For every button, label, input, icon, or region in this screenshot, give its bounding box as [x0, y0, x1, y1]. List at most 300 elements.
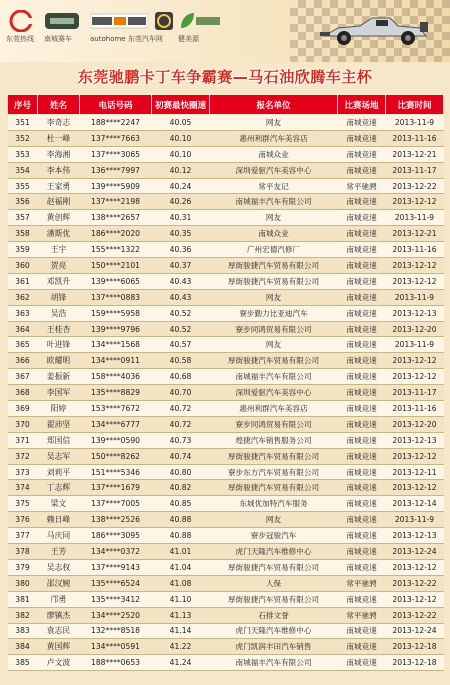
- cell-date: 2013-12-13: [386, 432, 444, 448]
- cell-name: 李海湘: [38, 146, 80, 162]
- cell-phone: 137****9143: [80, 559, 152, 575]
- cell-venue: 南城竞速: [338, 321, 386, 337]
- cell-team: 深圳爱驱汽车美容中心: [210, 385, 338, 401]
- cell-team: 厚街骏捷汽车贸易有限公司: [210, 559, 338, 575]
- table-row: [8, 130, 444, 146]
- cell-fastest-lap: 40.05: [152, 115, 210, 131]
- cell-date: 2013-12-12: [386, 591, 444, 607]
- cell-venue: 南城竞速: [338, 115, 386, 131]
- cell-phone: 138****2657: [80, 210, 152, 226]
- table-row: [8, 591, 444, 607]
- cell-number: 378: [8, 544, 38, 560]
- cell-phone: 134****1568: [80, 337, 152, 353]
- cell-date: 2013-11-16: [386, 242, 444, 258]
- cell-phone: 132****8518: [80, 623, 152, 639]
- cell-fastest-lap: 40.74: [152, 448, 210, 464]
- cell-venue: 南城竞速: [338, 226, 386, 242]
- cell-team: 人保: [210, 575, 338, 591]
- table-row: [8, 480, 444, 496]
- cell-name: 王家勇: [38, 178, 80, 194]
- cell-name: 贺亮: [38, 258, 80, 274]
- cell-phone: 135****6524: [80, 575, 152, 591]
- table-row: [8, 210, 444, 226]
- cell-team: 网友: [210, 210, 338, 226]
- cell-venue: 南城竞速: [338, 448, 386, 464]
- cell-date: 2013-11-17: [386, 385, 444, 401]
- cell-fastest-lap: 41.10: [152, 591, 210, 607]
- table-row: [8, 464, 444, 480]
- cell-phone: 135****3412: [80, 591, 152, 607]
- cell-number: 351: [8, 115, 38, 131]
- cell-name: 李本伟: [38, 162, 80, 178]
- cell-date: 2013-11-9: [386, 210, 444, 226]
- cell-date: 2013-11-9: [386, 337, 444, 353]
- cell-number: 355: [8, 178, 38, 194]
- cell-date: 2013-12-12: [386, 353, 444, 369]
- cell-venue: 南城竞速: [338, 305, 386, 321]
- cell-team: 石排文誉: [210, 607, 338, 623]
- results-table: [7, 94, 444, 671]
- racing-logo-icon: [44, 10, 80, 32]
- cell-name: 邵汉婉: [38, 575, 80, 591]
- cell-number: 373: [8, 464, 38, 480]
- cell-number: 365: [8, 337, 38, 353]
- cell-phone: 186****2020: [80, 226, 152, 242]
- cell-date: 2013-12-21: [386, 146, 444, 162]
- cell-number: 363: [8, 305, 38, 321]
- cell-fastest-lap: 41.22: [152, 639, 210, 655]
- cell-venue: 南城竞速: [338, 559, 386, 575]
- cell-fastest-lap: 40.36: [152, 242, 210, 258]
- table-row: [8, 353, 444, 369]
- cell-fastest-lap: 40.52: [152, 305, 210, 321]
- cell-fastest-lap: 40.72: [152, 401, 210, 417]
- cell-venue: 南城竞速: [338, 544, 386, 560]
- cell-date: 2013-12-12: [386, 258, 444, 274]
- table-row: [8, 401, 444, 417]
- cell-fastest-lap: 40.73: [152, 432, 210, 448]
- cell-team: 南城福丰汽车有限公司: [210, 194, 338, 210]
- cell-name: 王芳: [38, 544, 80, 560]
- cell-name: 胡锋: [38, 289, 80, 305]
- cell-phone: 188****2247: [80, 115, 152, 131]
- cell-number: 366: [8, 353, 38, 369]
- cell-name: 姜振新: [38, 369, 80, 385]
- cell-venue: 常平驰骋: [338, 575, 386, 591]
- cell-team: 惠州利群汽车美容店: [210, 130, 338, 146]
- table-row: [8, 146, 444, 162]
- cell-venue: 南城竞速: [338, 210, 386, 226]
- cell-number: 359: [8, 242, 38, 258]
- cell-date: 2013-11-9: [386, 115, 444, 131]
- cell-venue: 南城竞速: [338, 162, 386, 178]
- cell-phone: 134****6777: [80, 416, 152, 432]
- cell-fastest-lap: 40.37: [152, 258, 210, 274]
- cell-name: 邝勇: [38, 591, 80, 607]
- cell-date: 2013-12-20: [386, 321, 444, 337]
- cell-date: 2013-12-24: [386, 544, 444, 560]
- cell-number: 367: [8, 369, 38, 385]
- table-row: [8, 162, 444, 178]
- cell-number: 376: [8, 512, 38, 528]
- cell-name: 李国军: [38, 385, 80, 401]
- cell-date: 2013-12-14: [386, 496, 444, 512]
- cell-phone: 135****8829: [80, 385, 152, 401]
- es-logo-icon: [154, 10, 174, 32]
- cell-name: 吴志权: [38, 559, 80, 575]
- page-title-banner: [0, 62, 450, 90]
- cell-team: 东城优加特汽车服务: [210, 496, 338, 512]
- table-row: [8, 289, 444, 305]
- cell-venue: 南城竞速: [338, 639, 386, 655]
- cell-venue: 南城竞速: [338, 512, 386, 528]
- table-row: [8, 559, 444, 575]
- cell-name: 吴浩: [38, 305, 80, 321]
- cell-team: 厚街骏捷汽车贸易有限公司: [210, 273, 338, 289]
- table-row: [8, 575, 444, 591]
- cell-venue: 南城竞速: [338, 385, 386, 401]
- cell-number: 358: [8, 226, 38, 242]
- cell-name: 黄创辉: [38, 210, 80, 226]
- cell-name: 梁文: [38, 496, 80, 512]
- cell-team: 惠州利群汽车美容店: [210, 401, 338, 417]
- cell-name: 黄国辉: [38, 639, 80, 655]
- cell-name: 赖日峰: [38, 512, 80, 528]
- cell-venue: 南城竞速: [338, 146, 386, 162]
- cell-phone: 137****1679: [80, 480, 152, 496]
- cell-number: 380: [8, 575, 38, 591]
- cell-phone: 150****8262: [80, 448, 152, 464]
- table-row: [8, 305, 444, 321]
- table-row: [8, 369, 444, 385]
- table-row: [8, 655, 444, 671]
- cell-team: 厚街骏捷汽车贸易有限公司: [210, 591, 338, 607]
- cell-team: 南城福丰汽车有限公司: [210, 369, 338, 385]
- logo-es: [154, 10, 174, 42]
- cell-phone: 137****3065: [80, 146, 152, 162]
- cell-name: 刘莉平: [38, 464, 80, 480]
- logo-nancheng-racing: [44, 10, 82, 42]
- table-row: [8, 432, 444, 448]
- cell-venue: 南城竞速: [338, 337, 386, 353]
- cell-phone: 153****7672: [80, 401, 152, 417]
- cell-number: 352: [8, 130, 38, 146]
- cell-date: 2013-12-22: [386, 607, 444, 623]
- cell-phone: 138****2526: [80, 512, 152, 528]
- cell-phone: 137****7663: [80, 130, 152, 146]
- cell-name: 丁志辉: [38, 480, 80, 496]
- cell-venue: 南城竞速: [338, 194, 386, 210]
- cell-venue: 南城竞速: [338, 258, 386, 274]
- cell-phone: 139****9796: [80, 321, 152, 337]
- cell-name: 翟沛坚: [38, 416, 80, 432]
- cell-fastest-lap: 40.85: [152, 496, 210, 512]
- sponsor-logo-bar: [0, 0, 450, 62]
- cell-name: 马庆同: [38, 528, 80, 544]
- cell-number: 375: [8, 496, 38, 512]
- cell-date: 2013-12-12: [386, 194, 444, 210]
- cell-date: 2013-12-21: [386, 226, 444, 242]
- cell-venue: 南城竞速: [338, 289, 386, 305]
- table-row: [8, 512, 444, 528]
- column-header-team: 报名单位: [210, 95, 338, 115]
- logo-dongguan-hotline: [6, 10, 38, 42]
- cell-team: 南城福丰汽车有限公司: [210, 655, 338, 671]
- cell-venue: 南城竞速: [338, 130, 386, 146]
- cell-date: 2013-12-13: [386, 528, 444, 544]
- cell-phone: 134****0911: [80, 353, 152, 369]
- cell-date: 2013-12-24: [386, 623, 444, 639]
- table-row: [8, 242, 444, 258]
- table-row: [8, 639, 444, 655]
- cell-phone: 188****0653: [80, 655, 152, 671]
- cell-phone: 139****5909: [80, 178, 152, 194]
- cell-phone: 137****7005: [80, 496, 152, 512]
- cell-phone: 137****0883: [80, 289, 152, 305]
- cell-venue: 南城竞速: [338, 242, 386, 258]
- cell-name: 王宇: [38, 242, 80, 258]
- cell-fastest-lap: 40.43: [152, 273, 210, 289]
- cell-name: 王桂杏: [38, 321, 80, 337]
- dongguan-hotline-logo-icon: [6, 10, 36, 32]
- cell-team: 虎门凯润丰田汽车销售: [210, 639, 338, 655]
- table-row: [8, 194, 444, 210]
- leaf-logo-icon: [178, 10, 222, 32]
- cell-name: 廖镇杰: [38, 607, 80, 623]
- cell-team: 虎门天隆汽车维修中心: [210, 544, 338, 560]
- cell-name: 邓凯升: [38, 273, 80, 289]
- cell-fastest-lap: 40.24: [152, 178, 210, 194]
- cell-venue: 南城竞速: [338, 416, 386, 432]
- logo-caption: 健美源: [178, 35, 199, 43]
- cell-phone: 136****7997: [80, 162, 152, 178]
- cell-team: 寮步冠骏汽车: [210, 528, 338, 544]
- cell-phone: 150****2101: [80, 258, 152, 274]
- cell-date: 2013-12-20: [386, 416, 444, 432]
- cell-fastest-lap: 40.72: [152, 416, 210, 432]
- cell-number: 369: [8, 401, 38, 417]
- cell-name: 卢文波: [38, 655, 80, 671]
- cell-fastest-lap: 41.01: [152, 544, 210, 560]
- cell-team: 网友: [210, 115, 338, 131]
- racing-car-icon: [320, 10, 430, 46]
- cell-team: 寮步勤力比亚迪汽车: [210, 305, 338, 321]
- cell-fastest-lap: 40.10: [152, 130, 210, 146]
- cell-phone: 134****0372: [80, 544, 152, 560]
- cell-venue: 南城竞速: [338, 655, 386, 671]
- cell-fastest-lap: 40.70: [152, 385, 210, 401]
- cell-phone: 139****0590: [80, 432, 152, 448]
- cell-venue: 南城竞速: [338, 496, 386, 512]
- cell-name: 叶进锋: [38, 337, 80, 353]
- cell-fastest-lap: 40.80: [152, 464, 210, 480]
- cell-name: 赵福刚: [38, 194, 80, 210]
- cell-number: 372: [8, 448, 38, 464]
- cell-team: 网友: [210, 512, 338, 528]
- cell-team: 南城众业: [210, 226, 338, 242]
- cell-venue: 南城竞速: [338, 401, 386, 417]
- column-header-name: 姓名: [38, 95, 80, 115]
- table-row: [8, 321, 444, 337]
- cell-venue: 南城竞速: [338, 464, 386, 480]
- cell-phone: 137****2198: [80, 194, 152, 210]
- cell-team: 寮步东方汽车贸易有限公司: [210, 464, 338, 480]
- table-row: [8, 337, 444, 353]
- table-row: [8, 607, 444, 623]
- column-header-venue: 比赛场地: [338, 95, 386, 115]
- table-row: [8, 115, 444, 131]
- cell-fastest-lap: 40.58: [152, 353, 210, 369]
- table-row: [8, 448, 444, 464]
- cell-venue: 南城竞速: [338, 273, 386, 289]
- cell-venue: 南城竞速: [338, 353, 386, 369]
- cell-team: 寮步同鸿贸易有限公司: [210, 321, 338, 337]
- cell-date: 2013-12-22: [386, 178, 444, 194]
- cell-phone: 134****2520: [80, 607, 152, 623]
- cell-fastest-lap: 41.08: [152, 575, 210, 591]
- cell-venue: 南城竞速: [338, 591, 386, 607]
- table-row: [8, 416, 444, 432]
- logo-caption: autohome 东莞汽车网: [90, 35, 163, 43]
- logo-caption: 南城赛车: [44, 35, 72, 43]
- cell-number: 383: [8, 623, 38, 639]
- cell-date: 2013-12-12: [386, 273, 444, 289]
- cell-fastest-lap: 41.04: [152, 559, 210, 575]
- cell-number: 364: [8, 321, 38, 337]
- cell-fastest-lap: 40.68: [152, 369, 210, 385]
- cell-date: 2013-12-12: [386, 480, 444, 496]
- cell-team: 网友: [210, 337, 338, 353]
- cell-fastest-lap: 40.26: [152, 194, 210, 210]
- cell-team: 寮步同鸿贸易有限公司: [210, 416, 338, 432]
- cell-fastest-lap: 40.52: [152, 321, 210, 337]
- cell-fastest-lap: 41.14: [152, 623, 210, 639]
- table-row: [8, 528, 444, 544]
- column-header-fastest-lap: 初赛最快圈速: [152, 95, 210, 115]
- cell-date: 2013-11-9: [386, 512, 444, 528]
- table-row: [8, 623, 444, 639]
- cell-number: 354: [8, 162, 38, 178]
- cell-date: 2013-12-11: [386, 464, 444, 480]
- table-row: [8, 258, 444, 274]
- cell-number: 362: [8, 289, 38, 305]
- table-header-row: [8, 95, 444, 115]
- cell-fastest-lap: 40.57: [152, 337, 210, 353]
- cell-venue: 南城竞速: [338, 623, 386, 639]
- cell-fastest-lap: 41.13: [152, 607, 210, 623]
- cell-fastest-lap: 40.31: [152, 210, 210, 226]
- cell-fastest-lap: 40.43: [152, 289, 210, 305]
- cell-team: 厚街骏捷汽车贸易有限公司: [210, 353, 338, 369]
- cell-name: 吴志军: [38, 448, 80, 464]
- column-header-phone: 电话号码: [80, 95, 152, 115]
- cell-number: 385: [8, 655, 38, 671]
- cell-phone: 186****3095: [80, 528, 152, 544]
- logo-caption: 东莞热线: [6, 35, 34, 43]
- cell-name: 潘斯优: [38, 226, 80, 242]
- cell-date: 2013-12-18: [386, 639, 444, 655]
- cell-fastest-lap: 40.82: [152, 480, 210, 496]
- cell-fastest-lap: 40.35: [152, 226, 210, 242]
- cell-number: 382: [8, 607, 38, 623]
- cell-phone: 159****5958: [80, 305, 152, 321]
- table-row: [8, 226, 444, 242]
- cell-fastest-lap: 40.12: [152, 162, 210, 178]
- cell-team: 厚街骏捷汽车贸易有限公司: [210, 448, 338, 464]
- cell-team: 厚街骏捷汽车贸易有限公司: [210, 258, 338, 274]
- cell-name: 袁志民: [38, 623, 80, 639]
- cell-fastest-lap: 40.10: [152, 146, 210, 162]
- cell-number: 384: [8, 639, 38, 655]
- cell-phone: 155****1322: [80, 242, 152, 258]
- cell-date: 2013-12-22: [386, 575, 444, 591]
- cell-team: 南城众业: [210, 146, 338, 162]
- cell-team: 煌捷汽车销售服务公司: [210, 432, 338, 448]
- cell-number: 370: [8, 416, 38, 432]
- cell-number: 353: [8, 146, 38, 162]
- cell-venue: 南城竞速: [338, 480, 386, 496]
- cell-venue: 南城竞速: [338, 369, 386, 385]
- cell-number: 361: [8, 273, 38, 289]
- logo-jianmeiyuan: [178, 10, 224, 42]
- cell-number: 381: [8, 591, 38, 607]
- cell-venue: 南城竞速: [338, 432, 386, 448]
- table-row: [8, 544, 444, 560]
- cell-venue: 常平驰骋: [338, 607, 386, 623]
- cell-team: 虎门天隆汽车维修中心: [210, 623, 338, 639]
- cell-team: 厚街骏捷汽车贸易有限公司: [210, 480, 338, 496]
- cell-number: 357: [8, 210, 38, 226]
- cell-fastest-lap: 40.88: [152, 528, 210, 544]
- cell-number: 371: [8, 432, 38, 448]
- cell-team: 深圳爱驱汽车美容中心: [210, 162, 338, 178]
- cell-number: 360: [8, 258, 38, 274]
- page-title: 东莞驰鹏卡丁车争霸赛—马石油欣腾车主杯: [77, 67, 373, 86]
- cell-number: 377: [8, 528, 38, 544]
- cell-team: 网友: [210, 289, 338, 305]
- cell-fastest-lap: 40.88: [152, 512, 210, 528]
- table-row: [8, 496, 444, 512]
- cell-name: 李奇志: [38, 115, 80, 131]
- cell-phone: 158****4036: [80, 369, 152, 385]
- column-header-number: 序号: [8, 95, 38, 115]
- cell-date: 2013-12-18: [386, 655, 444, 671]
- cell-name: 郑国信: [38, 432, 80, 448]
- cell-date: 2013-11-16: [386, 130, 444, 146]
- cell-date: 2013-12-13: [386, 305, 444, 321]
- cell-date: 2013-11-16: [386, 401, 444, 417]
- cell-date: 2013-12-12: [386, 448, 444, 464]
- cell-number: 368: [8, 385, 38, 401]
- cell-team: 常平友记: [210, 178, 338, 194]
- autohome-logo-icon: [90, 10, 148, 32]
- table-row: [8, 385, 444, 401]
- cell-date: 2013-11-9: [386, 289, 444, 305]
- cell-number: 379: [8, 559, 38, 575]
- cell-number: 356: [8, 194, 38, 210]
- column-header-date: 比赛时间: [386, 95, 444, 115]
- cell-team: 广州宏德汽修厂: [210, 242, 338, 258]
- cell-phone: 151****5346: [80, 464, 152, 480]
- cell-number: 374: [8, 480, 38, 496]
- cell-name: 杜一峰: [38, 130, 80, 146]
- cell-phone: 134****0591: [80, 639, 152, 655]
- cell-phone: 139****6065: [80, 273, 152, 289]
- table-row: [8, 273, 444, 289]
- cell-date: 2013-12-12: [386, 369, 444, 385]
- table-row: [8, 178, 444, 194]
- cell-date: 2013-11-17: [386, 162, 444, 178]
